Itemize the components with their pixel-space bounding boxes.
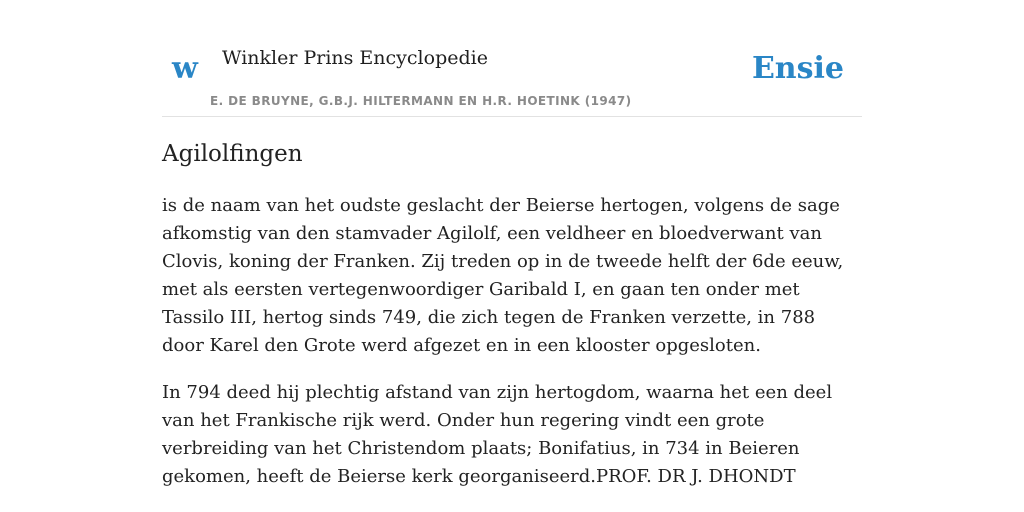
article-paragraph: In 794 deed hij plechtig afstand van zijn hertogdom, waarna het een deel van het Frankische rijk werd. Onder hun regering vindt een grote verbreiding van het Christendom plaats; Bonifatius, in 734 in Beieren gekomen, heeft de Beierse kerk georganiseerd.PROF. DR J. DHONDT <box>162 382 833 487</box>
site-header <box>162 0 862 117</box>
article-body <box>162 192 862 510</box>
site-logo[interactable]: w <box>172 51 198 86</box>
site-title[interactable]: Winkler Prins Encyclopedie <box>222 47 488 69</box>
article-title: Agilolfingen <box>162 141 303 167</box>
authors-credit: E. DE BRUYNE, G.B.J. HILTERMANN EN H.R. HOETINK (1947) <box>210 94 632 108</box>
article-paragraph: is de naam van het oudste geslacht der Beierse hertogen, volgens de sage afkomstig van den stamvader Agilolf, een veldheer en bloedverwant van Clovis, koning der Franken. Zij treden op in de tweede helft der 6de eeuw, met als eersten vertegenwoordiger Garibald I, en gaan ten onder met Tassilo III, hertog sinds 749, die zich tegen de Franken verzette, in 788 door Karel den Grote werd afgezet en in een klooster opgesloten. <box>162 195 844 356</box>
brand-logo[interactable]: Ensie <box>751 51 844 86</box>
